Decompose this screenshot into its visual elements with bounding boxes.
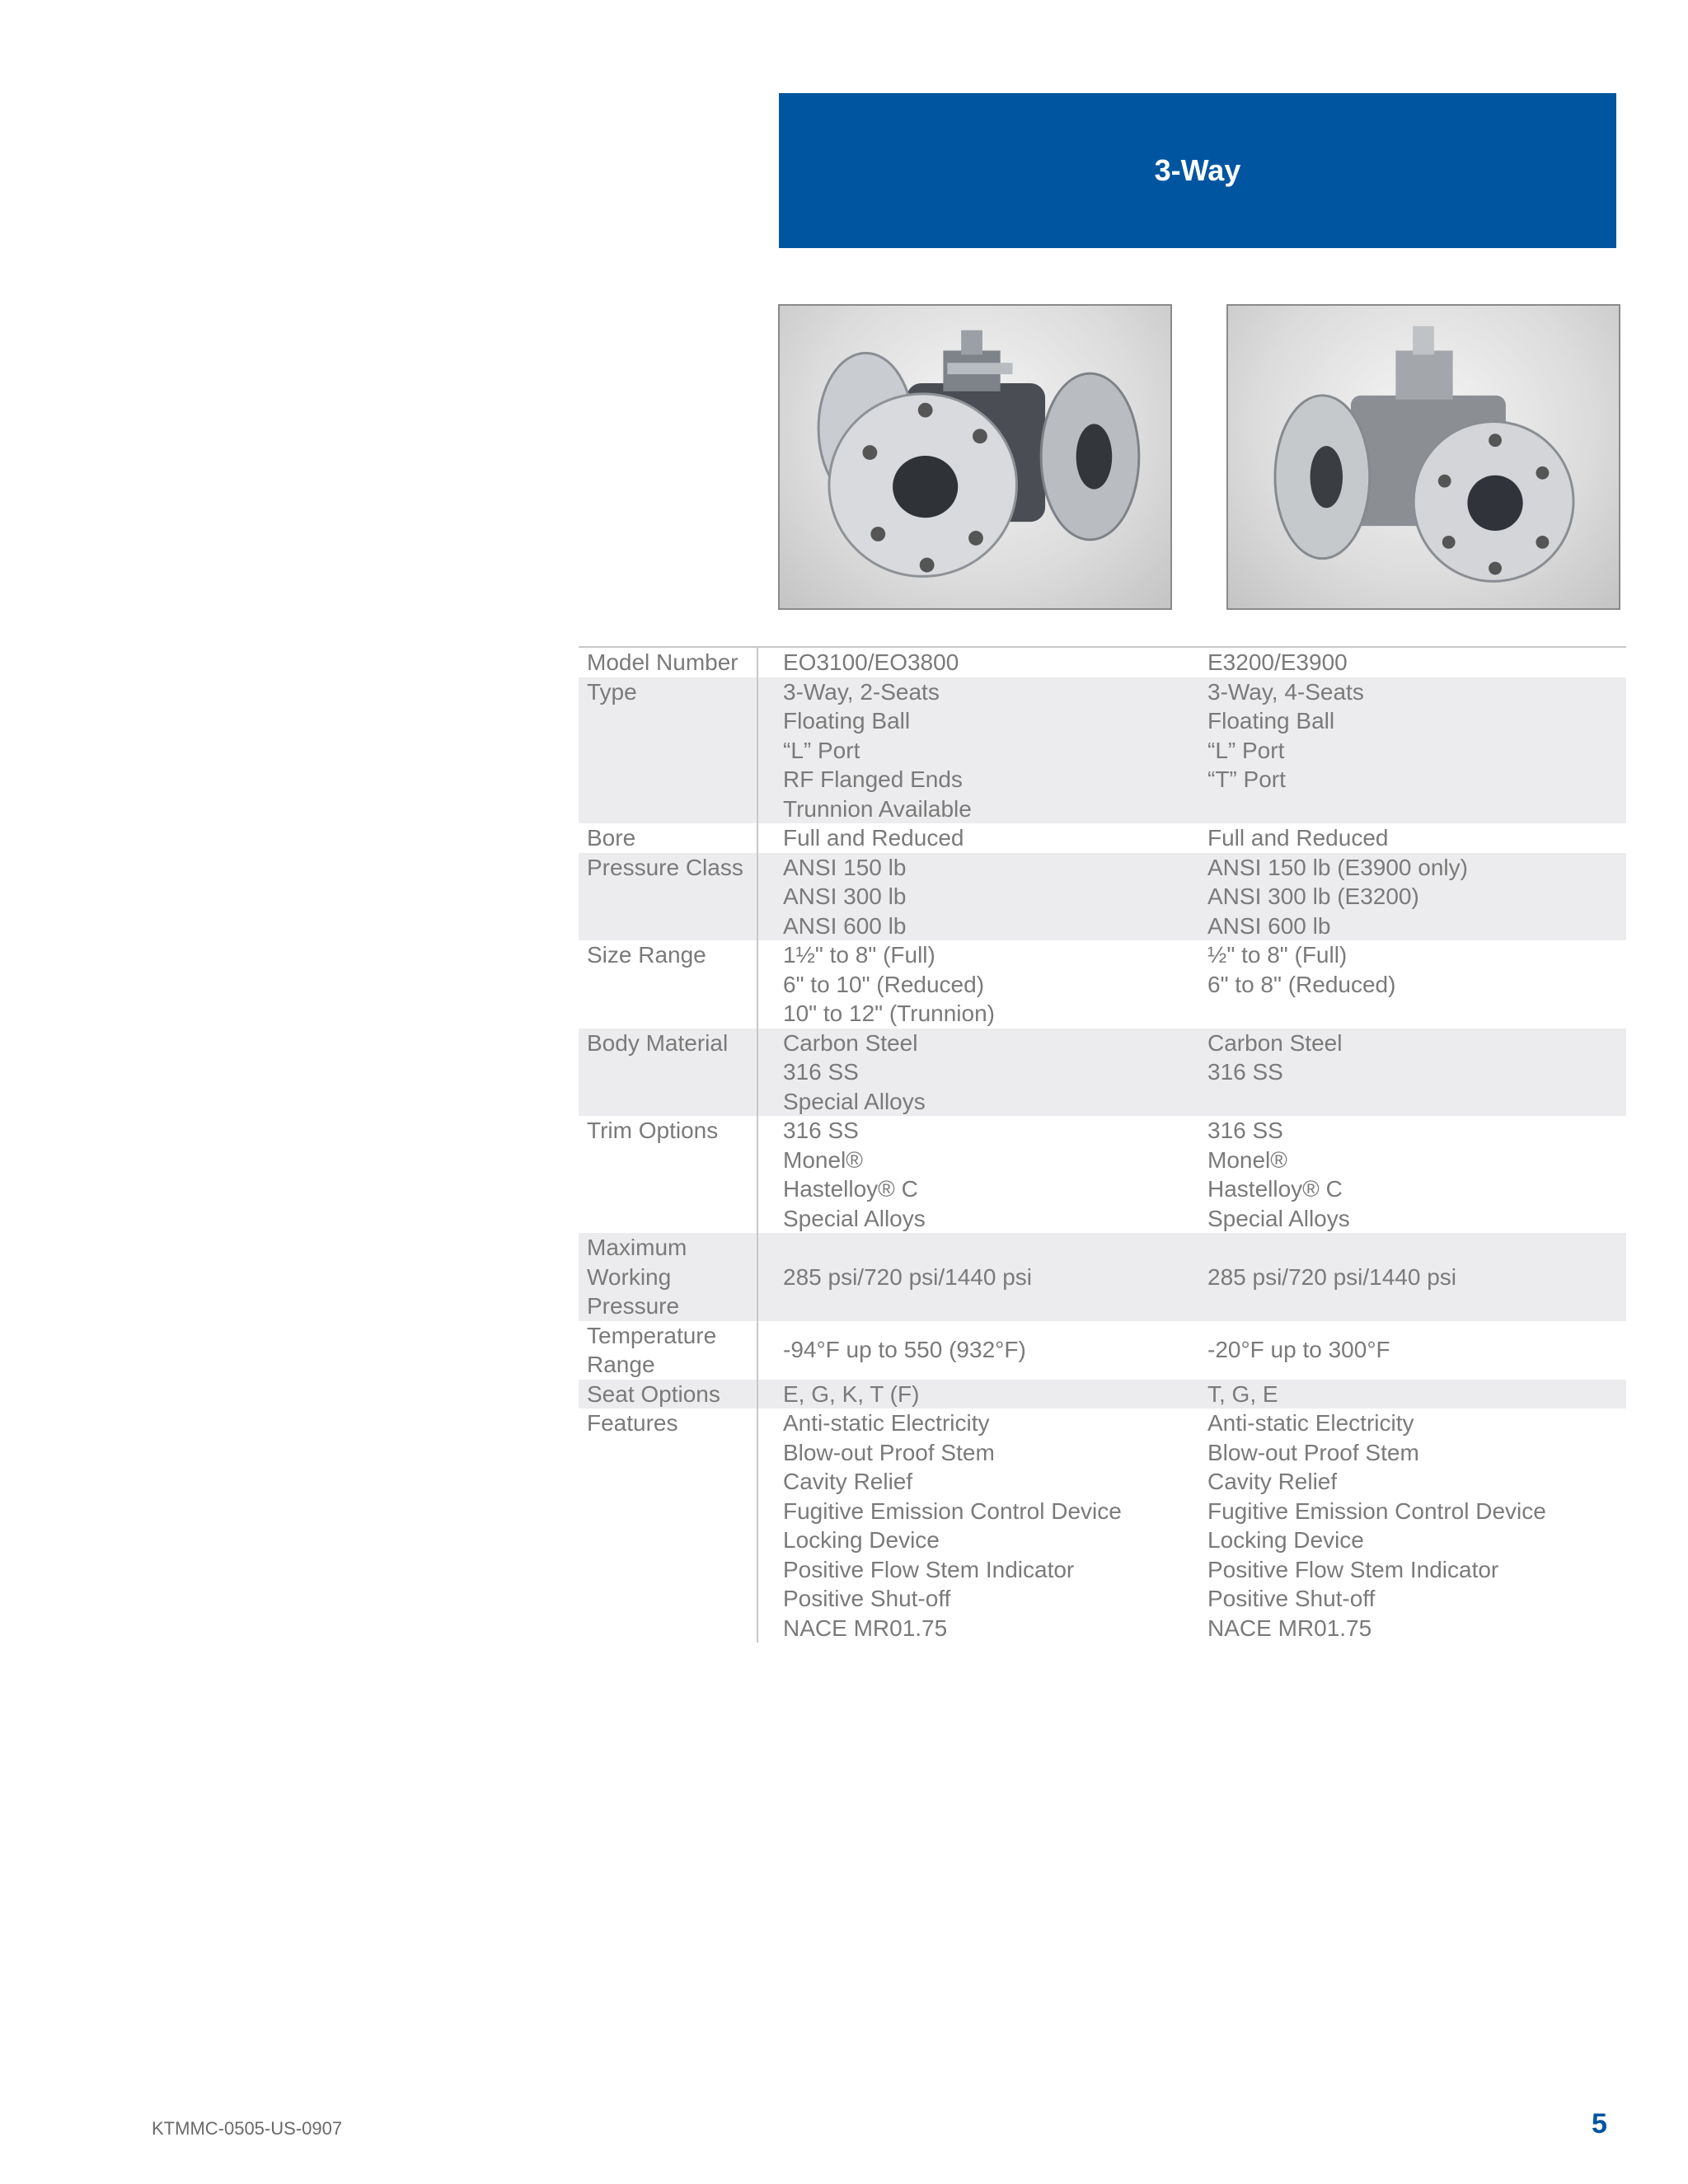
label-max-working-pressure: Maximum Working Pressure [579, 1233, 758, 1321]
label-trim-options: Trim Options [579, 1116, 758, 1233]
value-a: E, G, K, T (F) [783, 1380, 920, 1407]
row-temperature-range [579, 1321, 1626, 1380]
value-b: Carbon Steel 316 SS [1207, 1029, 1343, 1085]
section-title: 3-Way [1154, 153, 1241, 187]
value-b: Full and Reduced [1207, 825, 1389, 851]
row-features [579, 1408, 1626, 1643]
row-size-range [579, 940, 1626, 1029]
row-max-working-pressure [579, 1233, 1626, 1321]
row-type [579, 677, 1626, 824]
value-a: Carbon Steel 316 SS Special Alloys [783, 1029, 926, 1114]
section-header [779, 93, 1616, 248]
value-a: Anti-static Electricity Blow-out Proof Stem Cavity Relief Fugitive Emission Control Device Locking Device Positive Flow Stem Indicator Positive Shut-off NACE MR01.75 [783, 1410, 1122, 1641]
valve-illustration-right [1228, 306, 1619, 608]
row-trim-options [579, 1116, 1626, 1233]
value-a: ANSI 150 lb ANSI 300 lb ANSI 600 lb [783, 854, 907, 939]
valve-photo-e3200 [1226, 304, 1620, 610]
label-body-material: Body Material [579, 1029, 758, 1117]
page-number: 5 [1592, 2108, 1607, 2139]
value-b: ANSI 150 lb (E3900 only) ANSI 300 lb (E3200) ANSI 600 lb [1207, 854, 1468, 939]
value-a: 1½" to 8" (Full) 6" to 10" (Reduced) 10" to 12" (Trunnion) [783, 942, 995, 1026]
row-body-material [579, 1029, 1626, 1117]
label-seat-options: Seat Options [579, 1380, 758, 1409]
value-b: 3-Way, 4-Seats Floating Ball “L” Port “T” Port [1207, 678, 1364, 792]
spec-table [579, 646, 1626, 1643]
value-a: 285 psi/720 psi/1440 psi [783, 1263, 1032, 1290]
value-b: -20°F up to 300°F [1207, 1337, 1390, 1363]
label-bore: Bore [579, 823, 758, 853]
value-b: E3200/E3900 [1207, 649, 1348, 675]
label-pressure-class: Pressure Class [579, 853, 758, 941]
value-a: EO3100/EO3800 [783, 649, 959, 675]
value-a: -94°F up to 550 (932°F) [783, 1337, 1026, 1363]
value-b: 316 SS Monel® Hastelloy® C Special Alloys [1207, 1118, 1350, 1231]
row-pressure-class [579, 853, 1626, 941]
row-model-number [579, 648, 1626, 677]
label-size-range: Size Range [579, 940, 758, 1029]
label-features: Features [579, 1408, 758, 1643]
row-bore [579, 823, 1626, 853]
value-b: Anti-static Electricity Blow-out Proof Stem Cavity Relief Fugitive Emission Control Device Locking Device Positive Flow Stem Indicator Positive Shut-off NACE MR01.75 [1207, 1410, 1546, 1641]
value-a: 3-Way, 2-Seats Floating Ball “L” Port RF Flanged Ends Trunnion Available [783, 678, 972, 822]
value-b: T, G, E [1207, 1380, 1278, 1407]
label-type: Type [579, 677, 758, 824]
valve-photo-eo3100 [778, 304, 1172, 610]
valve-illustration-left [780, 306, 1170, 608]
label-model-number: Model Number [579, 648, 758, 677]
value-a: 316 SS Monel® Hastelloy® C Special Alloys [783, 1118, 926, 1231]
label-temperature-range: Temperature Range [579, 1321, 758, 1380]
value-b: ½" to 8" (Full) 6" to 8" (Reduced) [1207, 942, 1396, 997]
document-code: KTMMC-0505-US-0907 [152, 2118, 343, 2139]
value-b: 285 psi/720 psi/1440 psi [1207, 1263, 1456, 1290]
value-a: Full and Reduced [783, 825, 964, 851]
row-seat-options [579, 1380, 1626, 1409]
